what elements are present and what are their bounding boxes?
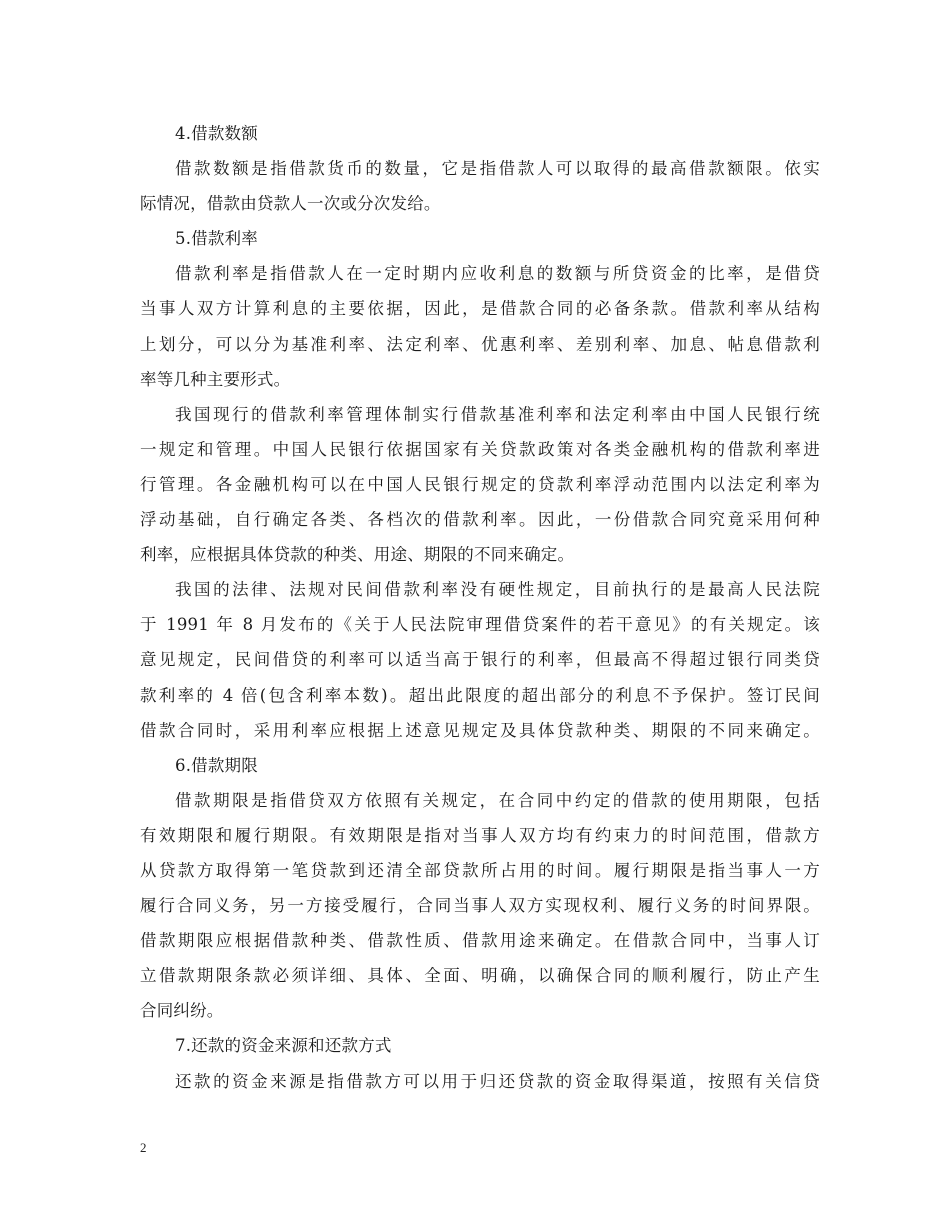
text-line: 有效期限和履行期限。有效期限是指对当事人双方均有约束力的时间范围，借款方 (140, 825, 820, 845)
text-line: 借款合同时，采用利率应根据上述意见规定及具体贷款种类、期限的不同来确定。 (140, 720, 820, 740)
text-line: 浮动基础，自行确定各类、各档次的借款利率。因此，一份借款合同究竟采用何种 (140, 510, 820, 530)
text-line: 款利率的 4 倍(包含利率本数)。超出此限度的超出部分的利息不予保护。签订民间 (140, 685, 820, 705)
text-line: 一规定和管理。中国人民银行依据国家有关贷款政策对各类金融机构的借款利率进 (140, 439, 820, 459)
text-line: 7.还款的资金来源和还款方式 (175, 1036, 392, 1056)
text-line: 意见规定，民间借贷的利率可以适当高于银行的利率，但最高不得超过银行同类贷 (140, 650, 820, 670)
page-number: 2 (140, 1140, 147, 1155)
text-line: 6.借款期限 (175, 755, 258, 775)
text-line: 从贷款方取得第一笔贷款到还清全部贷款所占用的时间。履行期限是指当事人一方 (140, 860, 820, 880)
text-line: 我国现行的借款利率管理体制实行借款基准利率和法定利率由中国人民银行统 (175, 404, 820, 424)
text-line: 当事人双方计算利息的主要依据，因此，是借款合同的必备条款。借款利率从结构 (140, 299, 820, 319)
text-line: 率等几种主要形式。 (140, 369, 291, 389)
text-line: 于 1991 年 8 月发布的《关于人民法院审理借贷案件的若干意见》的有关规定。该 (140, 615, 820, 635)
text-line: 借款期限是指借贷双方依照有关规定，在合同中约定的借款的使用期限，包括 (175, 790, 820, 810)
text-line: 借款利率是指借款人在一定时期内应收利息的数额与所贷资金的比率，是借贷 (175, 264, 820, 284)
text-line: 利率，应根据具体贷款的种类、用途、期限的不同来确定。 (140, 545, 575, 565)
document-body (140, 116, 820, 1099)
text-line: 上划分，可以分为基准利率、法定利率、优惠利率、差别利率、加息、帖息借款利 (140, 334, 820, 354)
text-line: 行管理。各金融机构可以在中国人民银行规定的贷款利率浮动范围内以法定利率为 (140, 474, 820, 494)
text-line: 履行合同义务，另一方接受履行，合同当事人双方实现权利、履行义务的时间界限。 (140, 896, 820, 916)
text-line: 借款数额是指借款货币的数量，它是指借款人可以取得的最高借款额限。依实 (175, 159, 820, 179)
text-line: 立借款期限条款必须详细、具体、全面、明确，以确保合同的顺利履行，防止产生 (140, 966, 820, 986)
text-line: 5.借款利率 (175, 229, 258, 249)
text-line: 借款期限应根据借款种类、借款性质、借款用途来确定。在借款合同中，当事人订 (140, 931, 820, 951)
text-line: 还款的资金来源是指借款方可以用于归还贷款的资金取得渠道，按照有关信贷 (175, 1071, 820, 1091)
text-line: 合同纠纷。 (140, 1001, 224, 1021)
text-line: 4.借款数额 (175, 124, 258, 143)
text-line: 我国的法律、法规对民间借款利率没有硬性规定，目前执行的是最高人民法院 (175, 580, 820, 600)
text-line: 际情况，借款由贷款人一次或分次发给。 (140, 194, 441, 214)
